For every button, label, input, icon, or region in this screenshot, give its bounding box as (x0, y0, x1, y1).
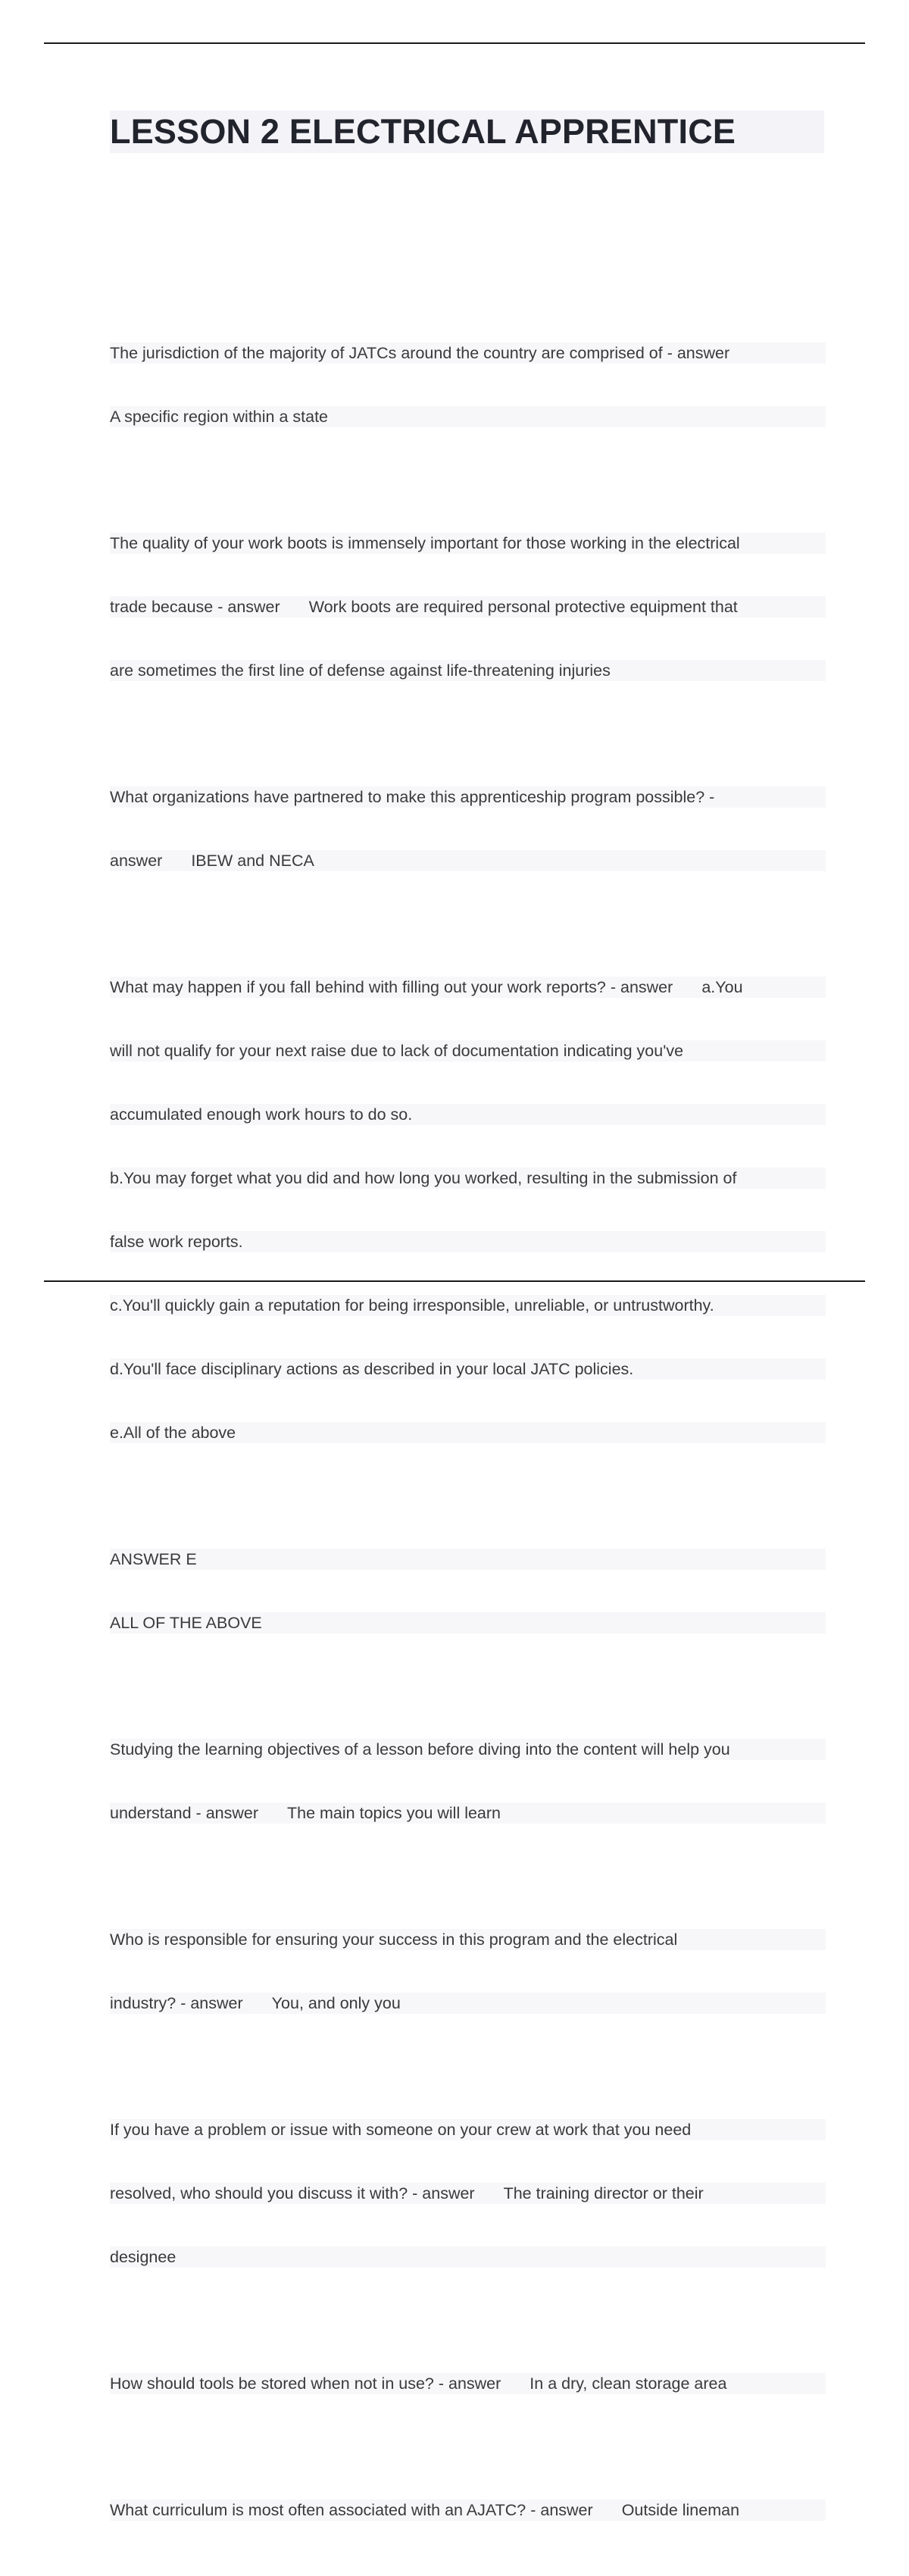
qa-line: are sometimes the first line of defense against life-threatening injuries (110, 660, 826, 681)
qa-item (110, 2457, 826, 2563)
qa-line: The quality of your work boots is immensely important for those working in the electrical (110, 533, 826, 554)
qa-item (110, 490, 826, 724)
qa-line: resolved, who should you discuss it with? - answer The training director or their (110, 2183, 826, 2204)
bottom-rule (44, 1280, 865, 1282)
qa-line: If you have a problem or issue with someone on your crew at work that you need (110, 2119, 826, 2140)
qa-line: b.You may forget what you did and how long you worked, resulting in the submission of (110, 1168, 826, 1189)
question-answer-list (110, 300, 826, 2576)
title-block (110, 111, 824, 153)
qa-line: answer IBEW and NECA (110, 850, 826, 871)
qa-item (110, 1887, 826, 2056)
qa-line: industry? - answer You, and only you (110, 1993, 826, 2014)
qa-item (110, 1506, 826, 1676)
qa-item (110, 934, 826, 1486)
qa-line: will not qualify for your next raise due to lack of documentation indicating you've (110, 1040, 826, 1061)
qa-item (110, 744, 826, 914)
qa-line: ANSWER E (110, 1549, 826, 1570)
qa-line: A specific region within a state (110, 406, 826, 427)
qa-line: e.All of the above (110, 1422, 826, 1443)
qa-line: What curriculum is most often associated with an AJATC? - answer Outside lineman (110, 2499, 826, 2521)
qa-line: What may happen if you fall behind with filling out your work reports? - answer a.You (110, 977, 826, 998)
qa-line: designee (110, 2246, 826, 2268)
qa-line: ALL OF THE ABOVE (110, 1612, 826, 1633)
qa-line: What organizations have partnered to make this apprenticeship program possible? - (110, 786, 826, 808)
qa-line: Studying the learning objectives of a lesson before diving into the content will help you (110, 1739, 826, 1760)
qa-line: Who is responsible for ensuring your success in this program and the electrical (110, 1929, 826, 1950)
qa-line: false work reports. (110, 1231, 826, 1252)
qa-line: d.You'll face disciplinary actions as described in your local JATC policies. (110, 1358, 826, 1380)
qa-line: trade because - answer Work boots are required personal protective equipment that (110, 596, 826, 617)
qa-line: c.You'll quickly gain a reputation for being irresponsible, unreliable, or untrustworthy. (110, 1295, 826, 1316)
document-title: LESSON 2 ELECTRICAL APPRENTICE (110, 112, 736, 151)
qa-line: The jurisdiction of the majority of JATCs around the country are comprised of - answer (110, 342, 826, 364)
qa-item (110, 2331, 826, 2437)
qa-item (110, 300, 826, 470)
qa-item (110, 2077, 826, 2310)
qa-line: understand - answer The main topics you will learn (110, 1802, 826, 1824)
qa-line: accumulated enough work hours to do so. (110, 1104, 826, 1125)
top-rule (44, 42, 865, 44)
qa-item (110, 1696, 826, 1866)
qa-line: How should tools be stored when not in use? - answer In a dry, clean storage area (110, 2373, 826, 2394)
